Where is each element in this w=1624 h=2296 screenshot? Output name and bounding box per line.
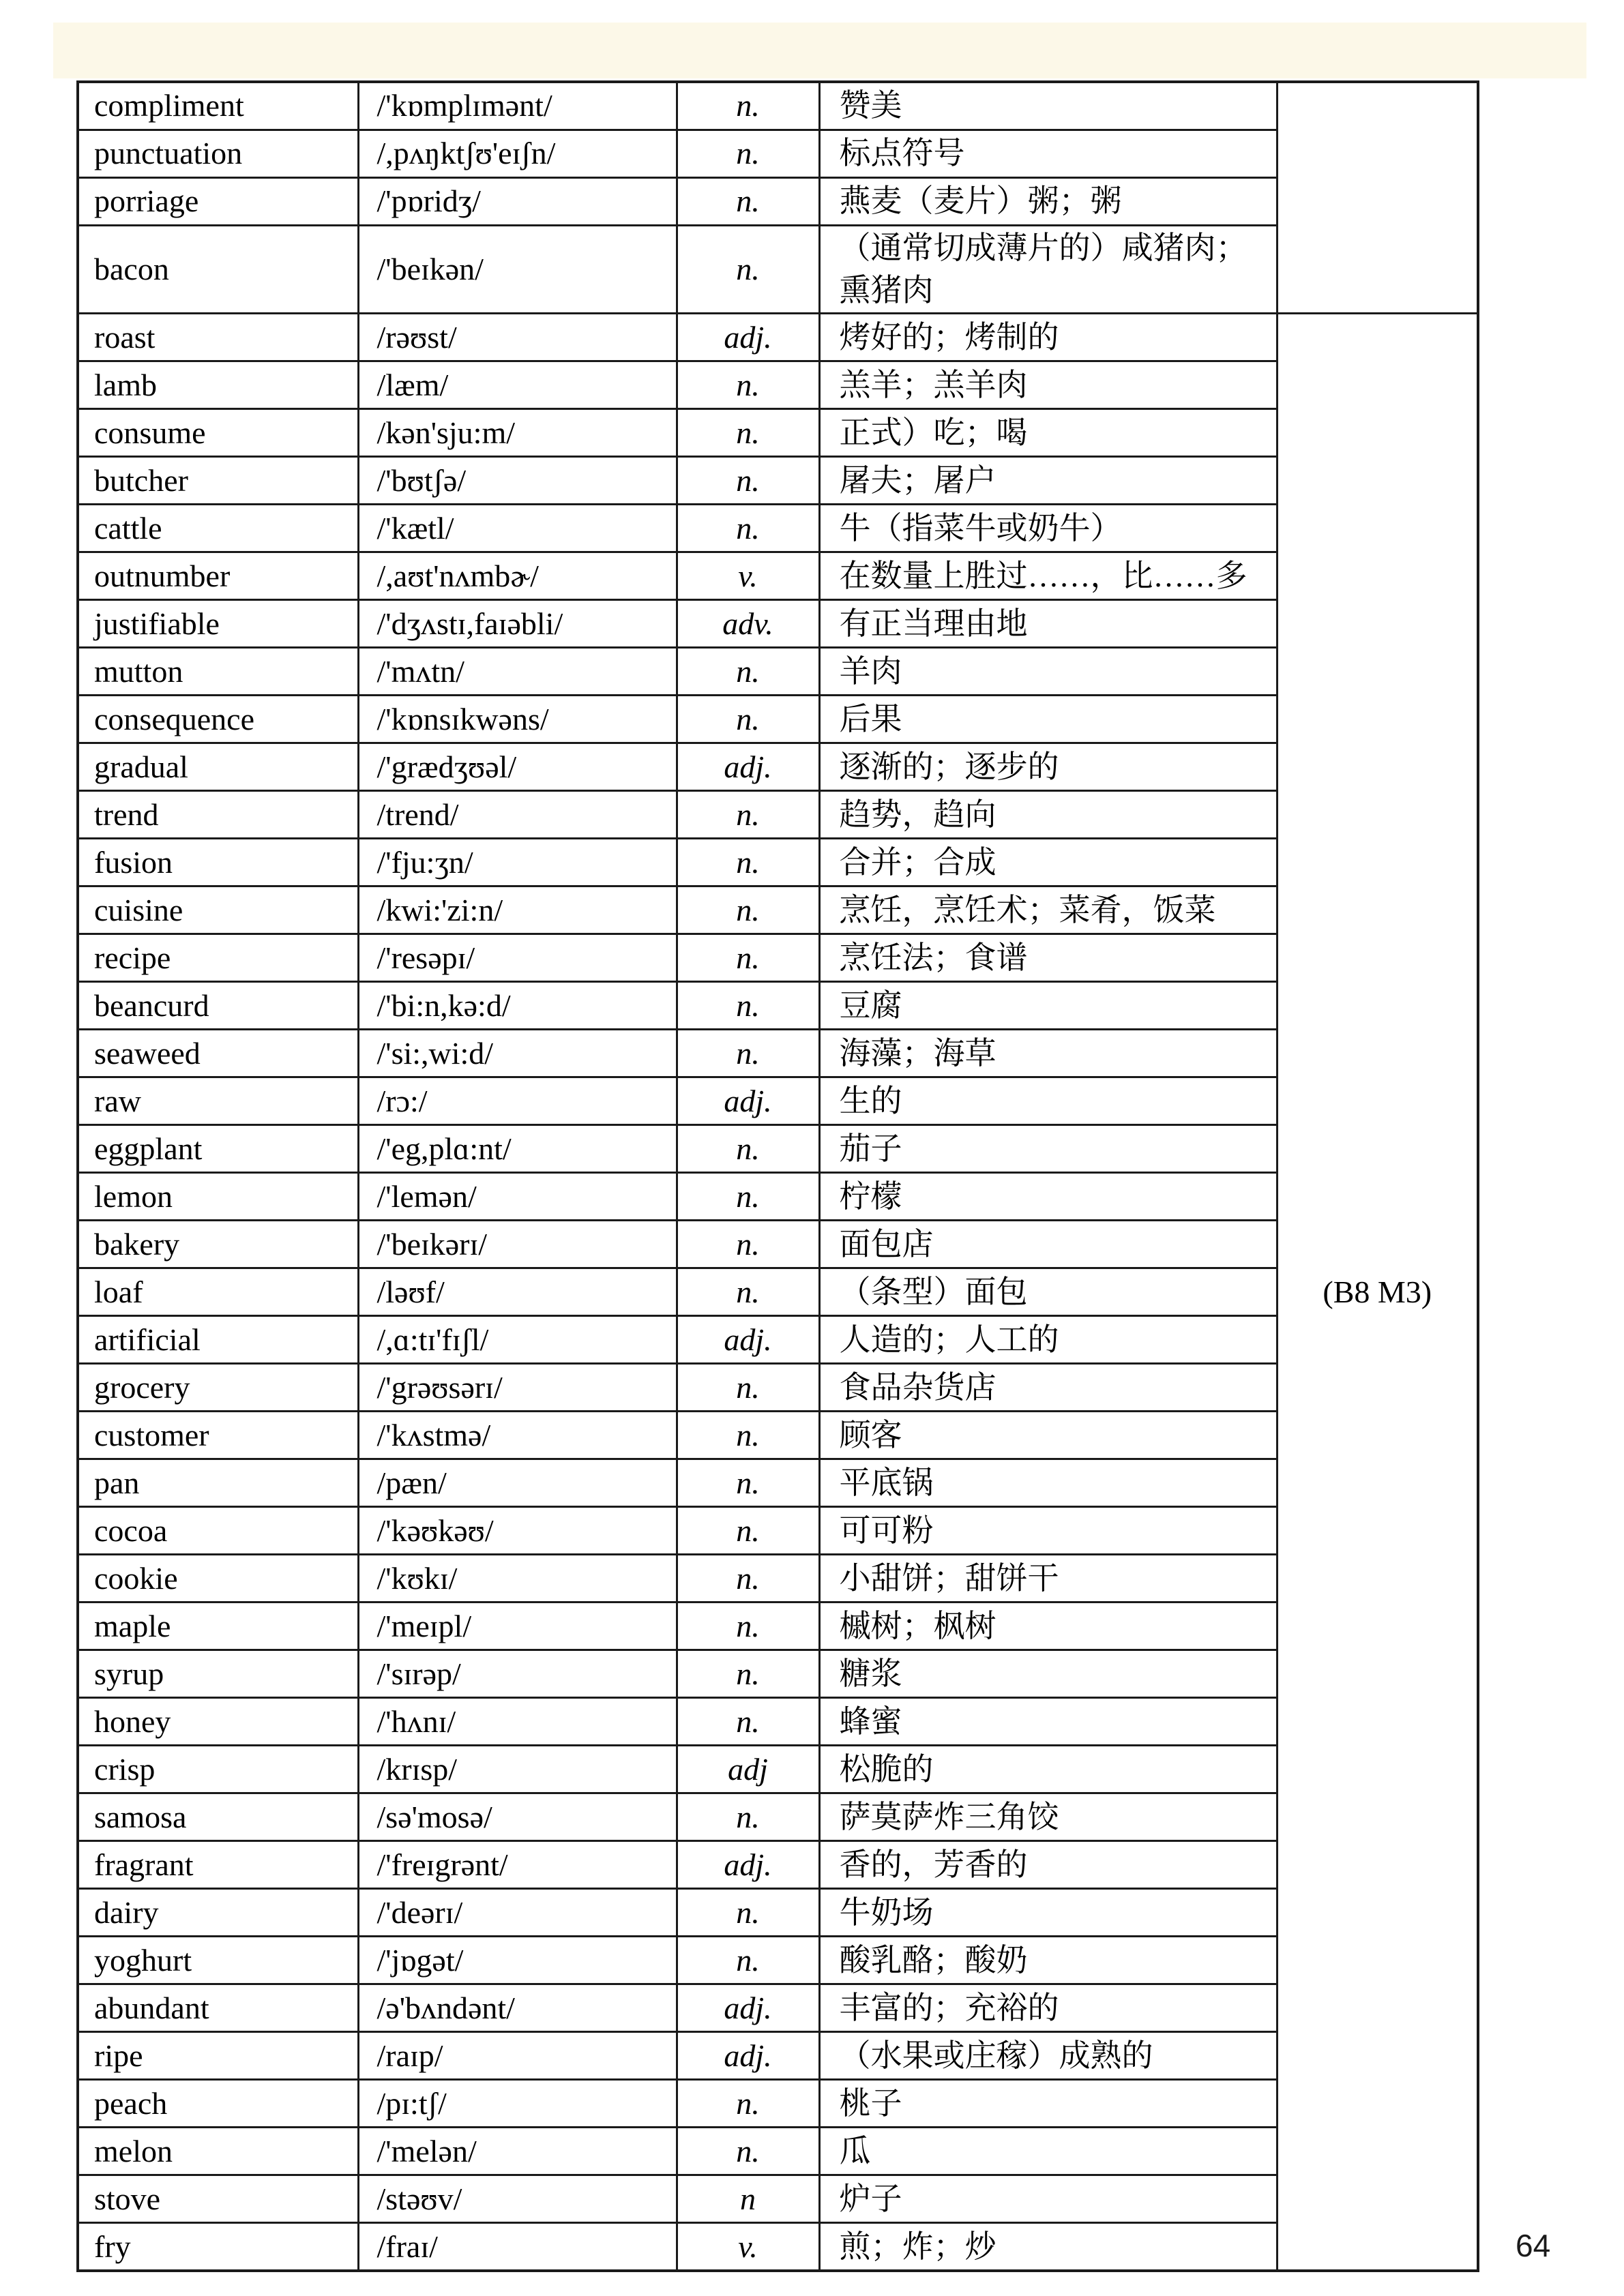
meaning-cell: （水果或庄稼）成熟的 xyxy=(819,2032,1277,2080)
part-of-speech-cell: n. xyxy=(677,1555,819,1602)
page-number: 64 xyxy=(1516,2228,1551,2263)
meaning-cell: 可可粉 xyxy=(819,1507,1277,1555)
table-row xyxy=(78,82,1478,130)
table-row xyxy=(78,1173,1478,1221)
word-cell: cattle xyxy=(78,505,358,552)
part-of-speech-cell: n. xyxy=(677,409,819,457)
part-of-speech-cell: n. xyxy=(677,1937,819,1984)
table-row xyxy=(78,1030,1478,1077)
word-cell: bakery xyxy=(78,1221,358,1268)
phonetic-cell: /'kəʊkəʊ/ xyxy=(358,1507,677,1555)
part-of-speech-cell: adj. xyxy=(677,743,819,791)
phonetic-cell: /sə'mosə/ xyxy=(358,1793,677,1841)
table-row xyxy=(78,2175,1478,2223)
word-cell: bacon xyxy=(78,226,358,314)
word-cell: loaf xyxy=(78,1268,358,1316)
word-cell: roast xyxy=(78,314,358,361)
part-of-speech-cell: n. xyxy=(677,1698,819,1746)
phonetic-cell: /'bi:n,kə:d/ xyxy=(358,982,677,1030)
phonetic-cell: /'sɪrəp/ xyxy=(358,1650,677,1698)
word-cell: fry xyxy=(78,2223,358,2271)
word-cell: artificial xyxy=(78,1316,358,1364)
word-cell: trend xyxy=(78,791,358,839)
phonetic-cell: /ə'bʌndənt/ xyxy=(358,1984,677,2032)
phonetic-cell: /rɔ:/ xyxy=(358,1077,677,1125)
meaning-cell: 瓜 xyxy=(819,2128,1277,2175)
word-cell: abundant xyxy=(78,1984,358,2032)
part-of-speech-cell: adj. xyxy=(677,1841,819,1889)
part-of-speech-cell: n. xyxy=(677,1268,819,1316)
part-of-speech-cell: n. xyxy=(677,648,819,696)
table-row xyxy=(78,839,1478,886)
phonetic-cell: /'kʌstmə/ xyxy=(358,1412,677,1459)
meaning-cell: 豆腐 xyxy=(819,982,1277,1030)
part-of-speech-cell: adj. xyxy=(677,2032,819,2080)
phonetic-cell: /'kʊkɪ/ xyxy=(358,1555,677,1602)
word-cell: crisp xyxy=(78,1746,358,1793)
meaning-cell: 羊肉 xyxy=(819,648,1277,696)
phonetic-cell: /'freɪgrənt/ xyxy=(358,1841,677,1889)
word-cell: compliment xyxy=(78,82,358,130)
meaning-cell: 标点符号 xyxy=(819,130,1277,178)
table-row xyxy=(78,314,1478,361)
table-row xyxy=(78,457,1478,505)
phonetic-cell: /'bʊtʃə/ xyxy=(358,457,677,505)
table-row xyxy=(78,1364,1478,1412)
meaning-cell: 海藻；海草 xyxy=(819,1030,1277,1077)
word-cell: cocoa xyxy=(78,1507,358,1555)
table-row xyxy=(78,1316,1478,1364)
meaning-cell: 赞美 xyxy=(819,82,1277,130)
table-row xyxy=(78,2032,1478,2080)
meaning-cell: （条型）面包 xyxy=(819,1268,1277,1316)
part-of-speech-cell: adj. xyxy=(677,1316,819,1364)
part-of-speech-cell: adj. xyxy=(677,1077,819,1125)
table-row xyxy=(78,361,1478,409)
part-of-speech-cell: n xyxy=(677,2175,819,2223)
part-of-speech-cell: adj. xyxy=(677,314,819,361)
meaning-cell: 生的 xyxy=(819,1077,1277,1125)
meaning-cell: 烹饪法；食谱 xyxy=(819,934,1277,982)
part-of-speech-cell: n. xyxy=(677,505,819,552)
table-row xyxy=(78,696,1478,743)
word-cell: cookie xyxy=(78,1555,358,1602)
table-row xyxy=(78,409,1478,457)
word-cell: consequence xyxy=(78,696,358,743)
part-of-speech-cell: n. xyxy=(677,226,819,314)
phonetic-cell: /'grəʊsərɪ/ xyxy=(358,1364,677,1412)
meaning-cell: 屠夫；屠户 xyxy=(819,457,1277,505)
part-of-speech-cell: n. xyxy=(677,839,819,886)
part-of-speech-cell: v. xyxy=(677,552,819,600)
meaning-cell: 松脆的 xyxy=(819,1746,1277,1793)
word-cell: gradual xyxy=(78,743,358,791)
table-row xyxy=(78,1984,1478,2032)
word-cell: porriage xyxy=(78,178,358,226)
word-cell: consume xyxy=(78,409,358,457)
phonetic-cell: /,ɑ:tɪ'fɪʃl/ xyxy=(358,1316,677,1364)
part-of-speech-cell: n. xyxy=(677,1412,819,1459)
phonetic-cell: /'grædʒʊəl/ xyxy=(358,743,677,791)
table-row xyxy=(78,1841,1478,1889)
part-of-speech-cell: n. xyxy=(677,1793,819,1841)
phonetic-cell: /ləʊf/ xyxy=(358,1268,677,1316)
phonetic-cell: /kən'sju:m/ xyxy=(358,409,677,457)
phonetic-cell: /'meɪpl/ xyxy=(358,1602,677,1650)
phonetic-cell: /stəʊv/ xyxy=(358,2175,677,2223)
phonetic-cell: /'deərɪ/ xyxy=(358,1889,677,1937)
vocabulary-table xyxy=(76,80,1479,2272)
meaning-cell: 炉子 xyxy=(819,2175,1277,2223)
part-of-speech-cell: n. xyxy=(677,457,819,505)
phonetic-cell: /'jɒgət/ xyxy=(358,1937,677,1984)
word-cell: butcher xyxy=(78,457,358,505)
part-of-speech-cell: n. xyxy=(677,1173,819,1221)
word-cell: stove xyxy=(78,2175,358,2223)
phonetic-cell: /'beɪkən/ xyxy=(358,226,677,314)
meaning-cell: 烤好的；烤制的 xyxy=(819,314,1277,361)
word-cell: fusion xyxy=(78,839,358,886)
meaning-cell: 蜂蜜 xyxy=(819,1698,1277,1746)
word-cell: mutton xyxy=(78,648,358,696)
table-row xyxy=(78,600,1478,648)
phonetic-cell: /pæn/ xyxy=(358,1459,677,1507)
phonetic-cell: /krɪsp/ xyxy=(358,1746,677,1793)
word-cell: fragrant xyxy=(78,1841,358,1889)
word-cell: samosa xyxy=(78,1793,358,1841)
word-cell: pan xyxy=(78,1459,358,1507)
part-of-speech-cell: n. xyxy=(677,82,819,130)
meaning-cell: 食品杂货店 xyxy=(819,1364,1277,1412)
part-of-speech-cell: n. xyxy=(677,1650,819,1698)
meaning-cell: 糖浆 xyxy=(819,1650,1277,1698)
table-row xyxy=(78,1507,1478,1555)
phonetic-cell: /'kætl/ xyxy=(358,505,677,552)
meaning-cell: 桃子 xyxy=(819,2080,1277,2128)
meaning-cell: 柠檬 xyxy=(819,1173,1277,1221)
word-cell: seaweed xyxy=(78,1030,358,1077)
part-of-speech-cell: adj xyxy=(677,1746,819,1793)
phonetic-cell: /raɪp/ xyxy=(358,2032,677,2080)
table-row xyxy=(78,505,1478,552)
meaning-cell: 在数量上胜过……，比……多 xyxy=(819,552,1277,600)
phonetic-cell: /fraɪ/ xyxy=(358,2223,677,2271)
word-cell: lemon xyxy=(78,1173,358,1221)
word-cell: recipe xyxy=(78,934,358,982)
side-note-cell-empty xyxy=(1277,82,1478,314)
part-of-speech-cell: n. xyxy=(677,130,819,178)
table-row xyxy=(78,1698,1478,1746)
meaning-cell: 正式）吃；喝 xyxy=(819,409,1277,457)
word-cell: customer xyxy=(78,1412,358,1459)
phonetic-cell: /'kɒnsɪkwəns/ xyxy=(358,696,677,743)
phonetic-cell: /'resəpɪ/ xyxy=(358,934,677,982)
word-cell: justifiable xyxy=(78,600,358,648)
phonetic-cell: /'melən/ xyxy=(358,2128,677,2175)
word-cell: syrup xyxy=(78,1650,358,1698)
table-row xyxy=(78,1412,1478,1459)
table-row xyxy=(78,226,1478,314)
phonetic-cell: /'dʒʌstɪ,faɪəbli/ xyxy=(358,600,677,648)
meaning-cell: 燕麦（麦片）粥；粥 xyxy=(819,178,1277,226)
meaning-cell: 牛（指菜牛或奶牛） xyxy=(819,505,1277,552)
phonetic-cell: /læm/ xyxy=(358,361,677,409)
part-of-speech-cell: n. xyxy=(677,1889,819,1937)
meaning-cell: 小甜饼；甜饼干 xyxy=(819,1555,1277,1602)
phonetic-cell: /'beɪkərɪ/ xyxy=(358,1221,677,1268)
part-of-speech-cell: n. xyxy=(677,696,819,743)
part-of-speech-cell: n. xyxy=(677,1125,819,1173)
table-row xyxy=(78,178,1478,226)
part-of-speech-cell: n. xyxy=(677,1221,819,1268)
phonetic-cell: /rəʊst/ xyxy=(358,314,677,361)
table-row xyxy=(78,1793,1478,1841)
table-row xyxy=(78,1221,1478,1268)
top-highlight-band xyxy=(53,23,1586,78)
table-row xyxy=(78,2223,1478,2271)
table-row xyxy=(78,1889,1478,1937)
meaning-cell: 香的，芳香的 xyxy=(819,1841,1277,1889)
table-row xyxy=(78,648,1478,696)
phonetic-cell: /'kɒmplɪmənt/ xyxy=(358,82,677,130)
word-cell: peach xyxy=(78,2080,358,2128)
part-of-speech-cell: n. xyxy=(677,934,819,982)
meaning-cell: （通常切成薄片的）咸猪肉；熏猪肉 xyxy=(819,226,1277,314)
meaning-cell: 顾客 xyxy=(819,1412,1277,1459)
phonetic-cell: /'mʌtn/ xyxy=(358,648,677,696)
table-row xyxy=(78,1077,1478,1125)
part-of-speech-cell: n. xyxy=(677,886,819,934)
table-row xyxy=(78,982,1478,1030)
word-cell: melon xyxy=(78,2128,358,2175)
part-of-speech-cell: n. xyxy=(677,1030,819,1077)
part-of-speech-cell: n. xyxy=(677,178,819,226)
phonetic-cell: /'lemən/ xyxy=(358,1173,677,1221)
part-of-speech-cell: n. xyxy=(677,361,819,409)
word-cell: dairy xyxy=(78,1889,358,1937)
table-row xyxy=(78,1459,1478,1507)
table-row xyxy=(78,1650,1478,1698)
table-row xyxy=(78,552,1478,600)
table-row xyxy=(78,1746,1478,1793)
phonetic-cell: /trend/ xyxy=(358,791,677,839)
table-row xyxy=(78,1602,1478,1650)
table-row xyxy=(78,1125,1478,1173)
word-cell: yoghurt xyxy=(78,1937,358,1984)
meaning-cell: 合并；合成 xyxy=(819,839,1277,886)
meaning-cell: 丰富的；充裕的 xyxy=(819,1984,1277,2032)
table-row xyxy=(78,934,1478,982)
word-cell: raw xyxy=(78,1077,358,1125)
phonetic-cell: /,aʊt'nʌmbɚ/ xyxy=(358,552,677,600)
phonetic-cell: /pɪ:tʃ/ xyxy=(358,2080,677,2128)
meaning-cell: 煎；炸；炒 xyxy=(819,2223,1277,2271)
meaning-cell: 趋势，趋向 xyxy=(819,791,1277,839)
table-row xyxy=(78,2080,1478,2128)
table-row xyxy=(78,1268,1478,1316)
word-cell: punctuation xyxy=(78,130,358,178)
meaning-cell: 萨莫萨炸三角饺 xyxy=(819,1793,1277,1841)
part-of-speech-cell: v. xyxy=(677,2223,819,2271)
meaning-cell: 有正当理由地 xyxy=(819,600,1277,648)
word-cell: honey xyxy=(78,1698,358,1746)
part-of-speech-cell: n. xyxy=(677,982,819,1030)
phonetic-cell: /'si:,wi:d/ xyxy=(358,1030,677,1077)
part-of-speech-cell: n. xyxy=(677,1364,819,1412)
phonetic-cell: /'fju:ʒn/ xyxy=(358,839,677,886)
part-of-speech-cell: n. xyxy=(677,2080,819,2128)
word-cell: outnumber xyxy=(78,552,358,600)
part-of-speech-cell: n. xyxy=(677,2128,819,2175)
table-row xyxy=(78,886,1478,934)
part-of-speech-cell: n. xyxy=(677,1507,819,1555)
meaning-cell: 后果 xyxy=(819,696,1277,743)
part-of-speech-cell: n. xyxy=(677,1459,819,1507)
meaning-cell: 茄子 xyxy=(819,1125,1277,1173)
side-note-cell: (B8 M3) xyxy=(1277,314,1478,2271)
part-of-speech-cell: adv. xyxy=(677,600,819,648)
phonetic-cell: /'hʌnɪ/ xyxy=(358,1698,677,1746)
vocab-table-body xyxy=(78,82,1478,2271)
meaning-cell: 烹饪，烹饪术；菜肴，饭菜 xyxy=(819,886,1277,934)
meaning-cell: 酸乳酪；酸奶 xyxy=(819,1937,1277,1984)
meaning-cell: 面包店 xyxy=(819,1221,1277,1268)
meaning-cell: 牛奶场 xyxy=(819,1889,1277,1937)
phonetic-cell: /'eg,plɑ:nt/ xyxy=(358,1125,677,1173)
word-cell: lamb xyxy=(78,361,358,409)
table-row xyxy=(78,130,1478,178)
part-of-speech-cell: n. xyxy=(677,1602,819,1650)
word-cell: grocery xyxy=(78,1364,358,1412)
phonetic-cell: /kwi:'zi:n/ xyxy=(358,886,677,934)
table-row xyxy=(78,743,1478,791)
meaning-cell: 人造的；人工的 xyxy=(819,1316,1277,1364)
word-cell: cuisine xyxy=(78,886,358,934)
word-cell: maple xyxy=(78,1602,358,1650)
table-row xyxy=(78,2128,1478,2175)
phonetic-cell: /'pɒridʒ/ xyxy=(358,178,677,226)
phonetic-cell: /,pʌŋktʃʊ'eɪʃn/ xyxy=(358,130,677,178)
table-row xyxy=(78,1937,1478,1984)
meaning-cell: 逐渐的；逐步的 xyxy=(819,743,1277,791)
word-cell: ripe xyxy=(78,2032,358,2080)
meaning-cell: 槭树；枫树 xyxy=(819,1602,1277,1650)
word-cell: beancurd xyxy=(78,982,358,1030)
meaning-cell: 平底锅 xyxy=(819,1459,1277,1507)
word-cell: eggplant xyxy=(78,1125,358,1173)
part-of-speech-cell: adj. xyxy=(677,1984,819,2032)
meaning-cell: 羔羊；羔羊肉 xyxy=(819,361,1277,409)
table-row xyxy=(78,1555,1478,1602)
table-row xyxy=(78,791,1478,839)
part-of-speech-cell: n. xyxy=(677,791,819,839)
